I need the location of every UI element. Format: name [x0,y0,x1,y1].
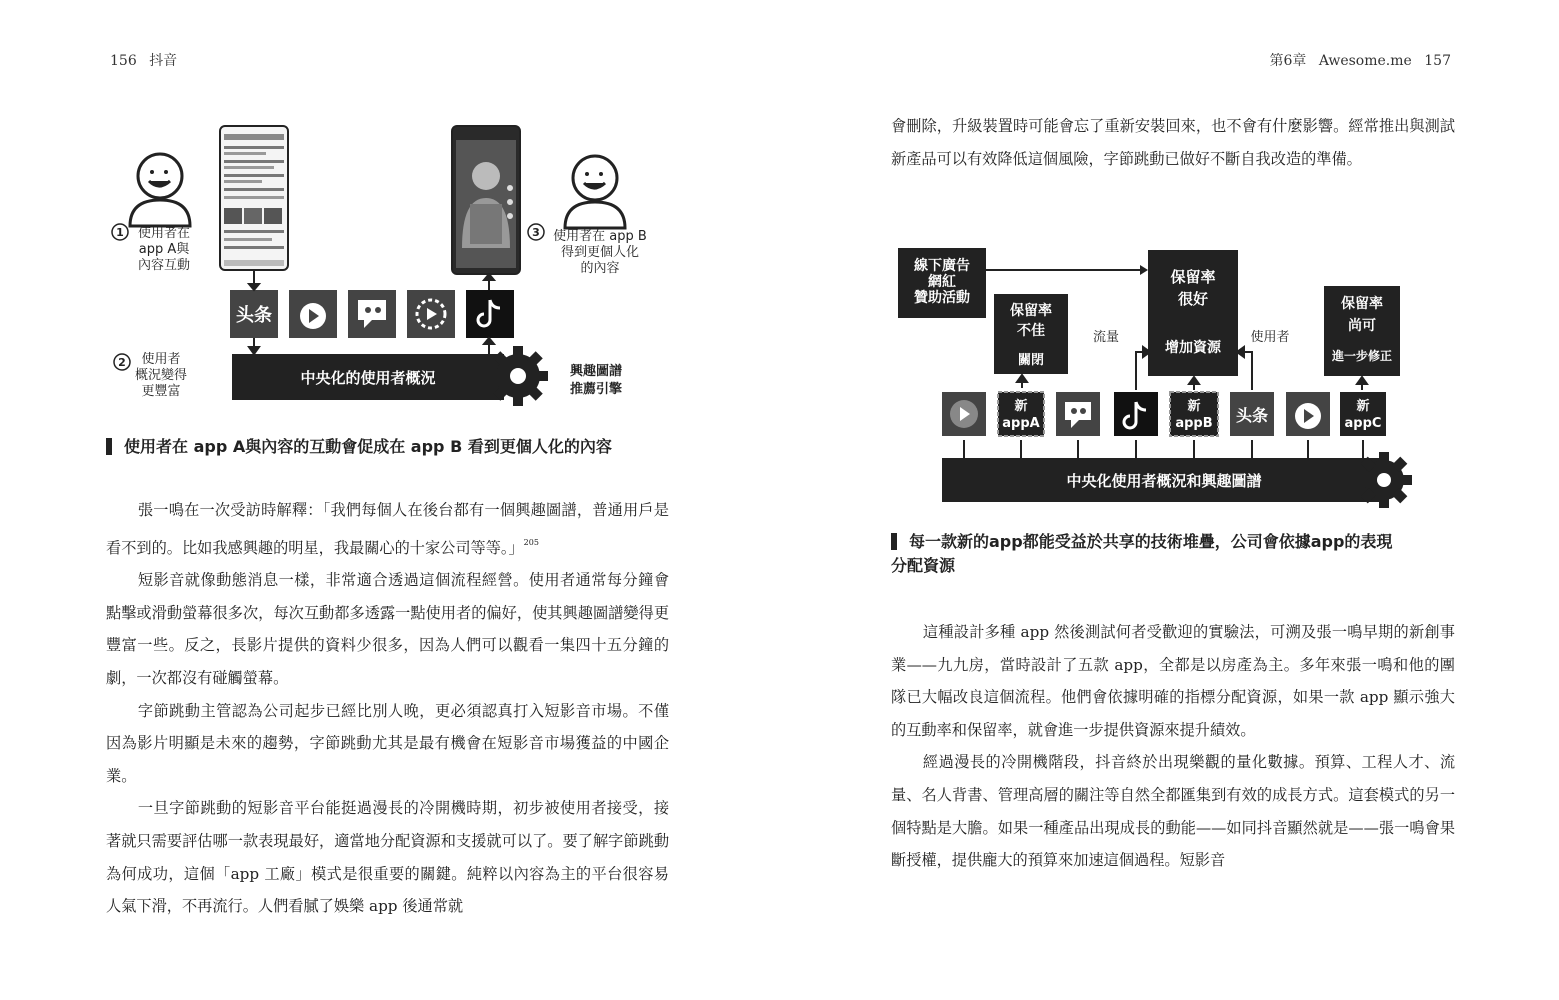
svg-text:推薦引擎: 推薦引擎 [569,382,623,397]
svg-text:使用者在: 使用者在 [137,226,191,241]
user-left-icon [130,154,190,226]
gear-icon [488,346,548,406]
left-running-head [106,50,181,70]
svg-text:新: 新 [1014,399,1028,414]
app-icons-row [230,290,514,338]
central-profile-label-2: 中央化使用者概況和興趣圖譜 [1066,472,1262,490]
left-body-text [106,494,669,923]
svg-text:不佳: 不佳 [1017,323,1045,339]
svg-text:appC: appC [1344,416,1382,431]
svg-text:概況變得: 概況變得 [134,368,188,383]
figure-1-caption: 使用者在 app A與內容的互動會促成在 app B 看到更個人化的內容 [106,435,686,459]
svg-text:興趣圖譜: 興趣圖譜 [569,364,623,379]
app-icons-row-2 [942,392,1386,436]
step-3-label [528,224,647,276]
svg-text:appA: appA [1002,416,1040,431]
left-paragraph-4: 一旦字節跳動的短影音平台能挺過漫長的冷開機時期，初步被使用者接受，接著就只需要評估哪一款表現最好，適當地分配資源和支援就可以了。要了解字節跳動為何成功，這個「app 工廠」模式是很重要的關鍵。純粹以內容為主的平台很容易人氣下滑，不再流行。人們看膩了娛樂 app 後通常就 [106,799,669,916]
svg-text:使用者: 使用者 [141,352,181,367]
phone-app-a-screenshot [220,126,288,270]
figure-2-caption: 每一款新的app都能受益於共享的技術堆疊，公司會依據app的表現 分配資源 [891,532,1393,575]
right-top-text [891,110,1455,175]
right-body-text [891,616,1455,877]
right-paragraph-1: 這種設計多種 app 然後測試何者受歡迎的實驗法，可溯及張一鳴早期的新創事業——九九房，當時設計了五款 app，全都是以房產為主。多年來張一鳴和他的團隊已大幅改良這個流程。他們會依據明確的指標分配資源，如果一款 app 顯示強大的互動率和保留率，就會進一步提供資源來提升績效。 [891,623,1455,739]
svg-text:使用者在 app B: 使用者在 app B [553,229,647,244]
figure-app-factory-diagram [890,240,1430,512]
svg-text:進一步修正: 進一步修正 [1331,349,1393,363]
engine-label [570,363,622,397]
step-1-label [112,224,190,273]
svg-text:保留率: 保留率 [1341,296,1383,312]
svg-text:增加資源: 增加資源 [1165,340,1221,356]
caption-bar-2 [891,533,897,550]
svg-text:關閉: 關閉 [1017,353,1045,368]
svg-text:更豐富: 更豐富 [141,384,181,399]
gear-icon-2 [1356,452,1412,508]
footnote-ref: 205 [523,537,539,547]
left-paragraph-1: 張一鳴在一次受訪時解釋：「我們每個人在後台都有一個興趣圖譜，普通用戶是看不到的。比如我感興趣的明星，我最關心的十家公司等等。」$^{205}$ [106,501,669,557]
step-2-label [114,351,187,399]
svg-text:app A與: app A與 [138,242,190,257]
chapter-title: Awesome.me [1318,53,1412,69]
svg-text:1: 1 [116,226,124,239]
svg-text:新: 新 [1356,399,1370,414]
right-paragraph-0: 會刪除，升級裝置時可能會忘了重新安裝回來，也不會有什麼影響。經常推出與測試新產品可以有效降低這個風險，字節跳動已做好不斷自我改造的準備。 [891,117,1455,168]
svg-text:2: 2 [118,356,126,369]
svg-text:3: 3 [532,226,540,239]
caption-bar [106,438,112,455]
svg-text:保留率: 保留率 [1170,268,1216,286]
traffic-label: 流量 [1092,330,1120,345]
svg-text:內容互動: 內容互動 [137,258,191,273]
chapter-label: 第6章 [1269,53,1307,69]
svg-text:很好: 很好 [1177,290,1209,308]
user-right-icon [565,156,625,228]
svg-text:網紅: 網紅 [928,274,956,290]
svg-text:保留率: 保留率 [1010,303,1052,319]
svg-text:appB: appB [1175,416,1213,431]
right-paragraph-2: 經過漫長的冷開機階段，抖音終於出現樂觀的量化數據。預算、工程人才、流量、名人背書、管理高層的關注等自然全都匯集到有效的成長方式。這套模式的另一個特點是大膽。如果一種產品出現成長的動能——如同抖音顯然就是——張一鳴會果斷授權，提供龐大的預算來加速這個過程。短影音 [891,753,1455,870]
figure-user-profile-diagram [100,118,660,418]
users-label: 使用者 [1250,330,1290,345]
toutiao-icon-label-2: 头条 [1235,406,1269,425]
right-running-head [1266,50,1456,70]
svg-text:贊助活動: 贊助活動 [914,290,970,306]
right-page [780,0,1559,1000]
central-profile-label: 中央化的使用者概況 [300,369,436,387]
left-paragraph-3: 字節跳動主管認為公司起步已經比別人晚，更必須認真打入短影音市場。不僅因為影片明顯是未來的趨勢，字節跳動尤其是最有機會在短影音市場獲益的中國企業。 [106,701,669,785]
phone-app-b-screenshot [452,126,520,274]
svg-text:尚可: 尚可 [1348,318,1376,334]
svg-text:得到更個人化: 得到更個人化 [560,245,640,260]
toutiao-icon-label: 头条 [236,305,272,326]
svg-text:線下廣告: 線下廣告 [914,258,970,274]
svg-text:新: 新 [1187,399,1201,414]
left-paragraph-2: 短影音就像動態消息一樣，非常適合透過這個流程經營。使用者通常每分鐘會點擊或滑動螢幕很多次，每次互動都多透露一點使用者的偏好，使其興趣圖譜變得更豐富一些。反之，長影片提供的資料少很多，因為人們可以觀看一集四十五分鐘的劇，一次都沒有碰觸螢幕。 [106,571,669,687]
right-page-number: 157 [1424,53,1451,69]
left-book-title: 抖音 [149,53,178,69]
svg-text:的內容: 的內容 [580,261,620,276]
left-page-number: 156 [110,53,137,69]
